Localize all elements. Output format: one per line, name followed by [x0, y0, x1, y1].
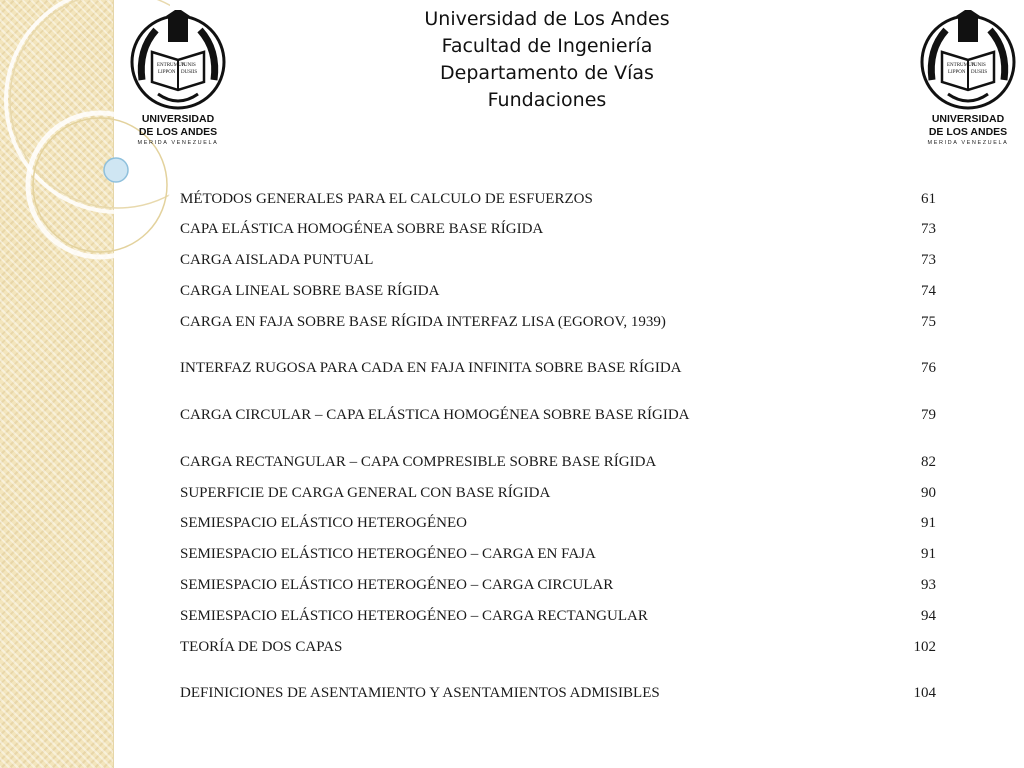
- toc-row: [180, 451, 940, 473]
- toc-page-number: 82: [921, 454, 936, 470]
- seal-book-text-2: LIPPON: [158, 70, 176, 75]
- university-logo-right: [918, 10, 1018, 152]
- toc-row: [180, 311, 940, 333]
- toc-title: CARGA EN FAJA SOBRE BASE RÍGIDA INTERFAZ LISA (EGOROV, 1939): [180, 314, 666, 330]
- toc-page-number: 76: [921, 360, 936, 376]
- toc-page-number: 94: [921, 608, 936, 624]
- toc-row: [180, 482, 940, 504]
- seal-book-text-4: DUSIIS: [181, 70, 198, 75]
- toc-title: INTERFAZ RUGOSA PARA CADA EN FAJA INFINITA SOBRE BASE RÍGIDA: [180, 360, 682, 376]
- toc-page-number: 73: [921, 252, 936, 268]
- toc-page-number: 73: [921, 221, 936, 237]
- course-name: Fundaciones: [487, 89, 607, 111]
- seal-book-text-3: TUNIS: [971, 63, 986, 68]
- seal-book-text-1: ENTRUMUN: [947, 63, 976, 68]
- toc-row: [180, 218, 940, 240]
- logo-caption-line1: UNIVERSIDAD: [141, 113, 215, 125]
- toc-title: CARGA LINEAL SOBRE BASE RÍGIDA: [180, 283, 440, 299]
- toc-title: SUPERFICIE DE CARGA GENERAL CON BASE RÍGIDA: [180, 485, 551, 501]
- logo-caption-line2: DE LOS ANDES: [138, 126, 218, 138]
- department-name: Departamento de Vías: [440, 62, 654, 84]
- toc-page-number: 104: [913, 685, 936, 701]
- toc-page-number: 90: [921, 485, 936, 501]
- toc-row: [180, 249, 940, 271]
- seal-book-text-1: ENTRUMUN: [157, 63, 186, 68]
- logo-caption-location: MERIDA VENEZUELA: [927, 140, 1009, 146]
- toc-title: SEMIESPACIO ELÁSTICO HETEROGÉNEO – CARGA RECTANGULAR: [180, 608, 648, 624]
- toc-page-number: 93: [921, 577, 936, 593]
- logo-caption-location: MERIDA VENEZUELA: [137, 140, 219, 146]
- toc-page-number: 74: [921, 283, 936, 299]
- page-header: [300, 6, 794, 114]
- toc-title: MÉTODOS GENERALES PARA EL CALCULO DE ESFUERZOS: [180, 191, 593, 207]
- toc-title: SEMIESPACIO ELÁSTICO HETEROGÉNEO – CARGA CIRCULAR: [180, 577, 614, 593]
- university-logo-left: [128, 10, 228, 152]
- toc-row: [180, 682, 940, 704]
- seal-book-text-2: LIPPON: [948, 70, 966, 75]
- faculty-name: Facultad de Ingeniería: [441, 35, 653, 57]
- toc-page-number: 91: [921, 515, 936, 531]
- toc-page-number: 79: [921, 407, 936, 423]
- toc-row: [180, 636, 940, 658]
- university-seal-icon: [128, 10, 228, 110]
- toc-page-number: 102: [913, 639, 936, 655]
- decorative-dot: [104, 158, 128, 182]
- university-name: Universidad de Los Andes: [424, 8, 670, 30]
- logo-caption-line2: DE LOS ANDES: [928, 126, 1008, 138]
- university-seal-icon: [918, 10, 1018, 110]
- toc-row: [180, 188, 940, 210]
- toc-title: DEFINICIONES DE ASENTAMIENTO Y ASENTAMIENTOS ADMISIBLES: [180, 685, 660, 701]
- toc-row: [180, 574, 940, 596]
- toc-row: [180, 404, 940, 426]
- toc-title: CARGA RECTANGULAR – CAPA COMPRESIBLE SOBRE BASE RÍGIDA: [180, 454, 657, 470]
- toc-row: [180, 280, 940, 302]
- seal-book-text-4: DUSIIS: [971, 70, 988, 75]
- toc-page-number: 75: [921, 314, 936, 330]
- toc-title: CARGA AISLADA PUNTUAL: [180, 252, 374, 268]
- toc-page-number: 61: [921, 191, 936, 207]
- toc-row: [180, 543, 940, 565]
- toc-title: TEORÍA DE DOS CAPAS: [180, 639, 343, 655]
- logo-caption-line1: UNIVERSIDAD: [931, 113, 1005, 125]
- toc-row: [180, 605, 940, 627]
- toc-title: SEMIESPACIO ELÁSTICO HETEROGÉNEO – CARGA EN FAJA: [180, 546, 596, 562]
- toc-row: [180, 512, 940, 534]
- toc-page-number: 91: [921, 546, 936, 562]
- seal-book-text-3: TUNIS: [181, 63, 196, 68]
- toc-row: [180, 357, 940, 379]
- toc-title: CARGA CIRCULAR – CAPA ELÁSTICA HOMOGÉNEA SOBRE BASE RÍGIDA: [180, 407, 690, 423]
- toc-title: SEMIESPACIO ELÁSTICO HETEROGÉNEO: [180, 515, 467, 531]
- toc-title: CAPA ELÁSTICA HOMOGÉNEA SOBRE BASE RÍGIDA: [180, 221, 544, 237]
